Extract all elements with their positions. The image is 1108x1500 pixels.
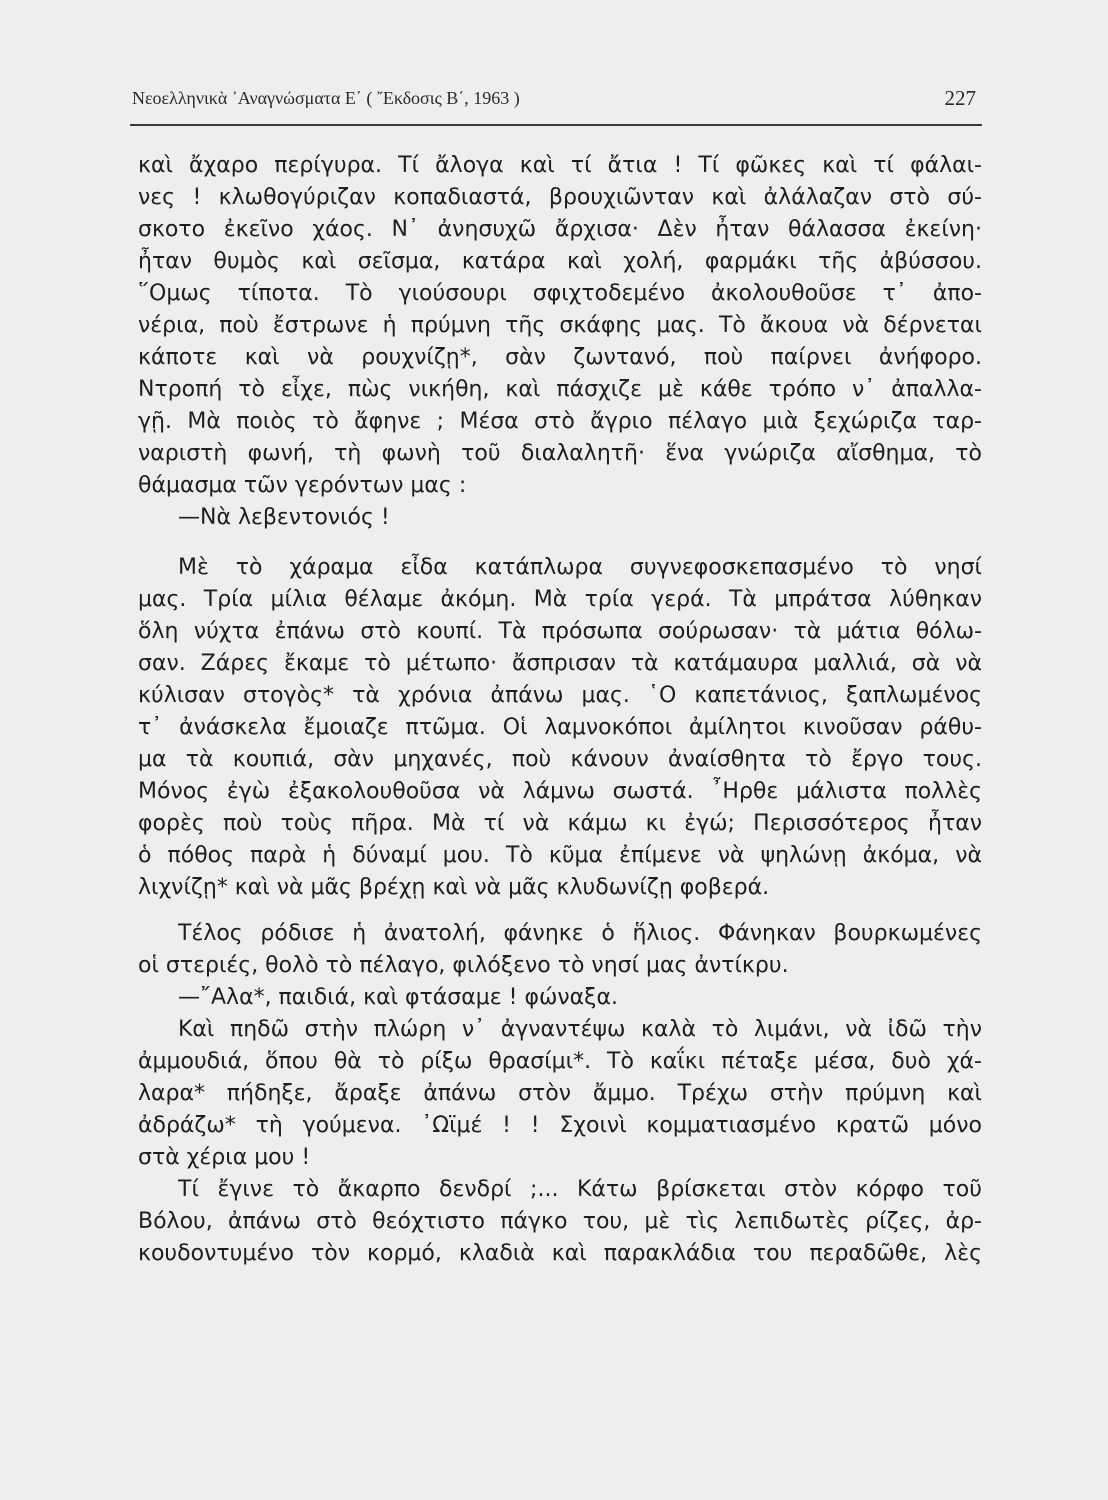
text-line: ὁ πόθος παρὰ ἡ δύναμί μου. Τὸ κῦμα ἐπίμενε νὰ ψηλώνῃ ἀκόμα, νὰ bbox=[138, 843, 982, 868]
text-line: Μόνος ἐγὼ ἐξακολουθοῦσα νὰ λάμνω σωστά. ῏Ηρθε μάλιστα πολλὲς bbox=[138, 779, 982, 804]
running-header bbox=[132, 88, 982, 118]
text-line: φορὲς ποὺ τοὺς πῆρα. Μὰ τί νὰ κάμω κι ἐγώ; Περισσότερος ἦταν bbox=[138, 811, 982, 836]
text-line: ναριστὴ φωνή, τὴ φωνὴ τοῦ διαλαλητῆ· ἕνα γνώριζα αἴσθημα, τὸ bbox=[138, 441, 982, 466]
dialogue-line: —῎Αλα*, παιδιά, καὶ φτάσαμε ! φώναξα. bbox=[178, 985, 618, 1010]
text-line: σκοτο ἐκεῖνο χάος. Ν᾿ ἀνησυχῶ ἄρχισα· Δὲν ἦταν θάλασσα ἐκείνη· bbox=[138, 217, 982, 242]
paragraph-start-line: Τί ἔγινε τὸ ἄκαρπο δενδρί ;... Κάτω βρίσκεται στὸν κόρφο τοῦ bbox=[178, 1177, 982, 1202]
text-line: λαρα* πήδηξε, ἄραξε ἀπάνω στὸν ἄμμο. Τρέχω στὴν πρύμνη καὶ bbox=[138, 1081, 982, 1106]
text-line: μας. Τρία μίλια θέλαμε ἀκόμη. Μὰ τρία γερά. Τὰ μπράτσα λύθηκαν bbox=[138, 587, 982, 612]
text-line: κουδοντυμένο τὸν κορμό, κλαδιὰ καὶ παρακλάδια του περαδῶθε, λὲς bbox=[138, 1241, 982, 1266]
dialogue-line: —Νὰ λεβεντονιός ! bbox=[178, 505, 390, 530]
text-line: στὰ χέρια μου ! bbox=[138, 1145, 311, 1170]
text-line: σαν. Ζάρες ἔκαμε τὸ μέτωπο· ἄσπρισαν τὰ κατάμαυρα μαλλιά, σὰ νὰ bbox=[138, 651, 982, 676]
book-title-header: Νεοελληνικὰ ᾿Αναγνώσματα Ε΄ ( ῎Εκδοσις Β΄, 1963 ) bbox=[132, 88, 520, 108]
text-line: ἀδράζω* τὴ γούμενα. ᾿Ωϊμέ ! ! Σχοινὶ κομματιασμένο κρατῶ μόνο bbox=[138, 1113, 982, 1138]
paragraph-start-line: Τέλος ρόδισε ἡ ἀνατολή, φάνηκε ὁ ἥλιος. Φάνηκαν βουρκωμένες bbox=[178, 921, 982, 946]
paragraph-start-line: Μὲ τὸ χάραμα εἶδα κατάπλωρα συγνεφοσκεπασμένο τὸ νησί bbox=[178, 555, 982, 580]
text-line: κάποτε καὶ νὰ ρουχνίζῃ*, σὰν ζωντανό, ποὺ παίρνει ἀνήφορο. bbox=[138, 345, 982, 370]
text-line: κύλισαν στογὸς* τὰ χρόνια ἀπάνω μας. ῾Ο καπετάνιος, ξαπλωμένος bbox=[138, 683, 982, 708]
text-line: νέρια, ποὺ ἔστρωνε ἡ πρύμνη τῆς σκάφης μας. Τὸ ἄκουα νὰ δέρνεται bbox=[138, 313, 982, 338]
text-line: ἦταν θυμὸς καὶ σεῖσμα, κατάρα καὶ χολή, φαρμάκι τῆς ἀβύσσου. bbox=[138, 249, 982, 274]
text-line: ἀμμουδιά, ὅπου θὰ τὸ ρίξω θρασίμι*. Τὸ καΐκι πέταξε μέσα, δυὸ χά- bbox=[138, 1049, 982, 1074]
text-line: γῇ. Μὰ ποιὸς τὸ ἄφηνε ; Μέσα στὸ ἄγριο πέλαγο μιὰ ξεχώριζα ταρ- bbox=[138, 409, 982, 434]
text-line: Βόλου, ἀπάνω στὸ θεόχτιστο πάγκο του, μὲ τὶς λεπιδωτὲς ρίζες, ἀρ- bbox=[138, 1209, 982, 1234]
text-line: καὶ ἄχαρο περίγυρα. Τί ἄλογα καὶ τί ἄτια ! Τί φῶκες καὶ τί φάλαι- bbox=[138, 153, 982, 178]
paragraph-start-line: Καὶ πηδῶ στὴν πλώρη ν᾿ ἀγναντέψω καλὰ τὸ λιμάνι, νὰ ἰδῶ τὴν bbox=[178, 1017, 982, 1042]
text-line: νες ! κλωθογύριζαν κοπαδιαστά, βρουχιῶνταν καὶ ἀλάλαζαν στὸ σύ- bbox=[138, 185, 982, 210]
text-line: μα τὰ κουπιά, σὰν μηχανές, ποὺ κάνουν ἀναίσθητα τὸ ἔργο τους. bbox=[138, 747, 982, 772]
text-line: οἱ στεριές, θολὸ τὸ πέλαγο, φιλόξενο τὸ νησί μας ἀντίκρυ. bbox=[138, 953, 789, 978]
text-line: ῞Ομως τίποτα. Τὸ γιούσουρι σφιχτοδεμένο ἀκολουθοῦσε τ᾿ ἀπο- bbox=[138, 281, 982, 306]
text-line: λιχνίζῃ* καὶ νὰ μᾶς βρέχῃ καὶ νὰ μᾶς κλυδωνίζῃ φοβερά. bbox=[138, 875, 770, 900]
body-text bbox=[138, 150, 982, 1270]
text-line: τ᾿ ἀνάσκελα ἔμοιαζε πτῶμα. Οἱ λαμνοκόποι ἀμίλητοι κινοῦσαν ράθυ- bbox=[138, 715, 982, 740]
header-rule bbox=[130, 124, 982, 126]
text-line: ὅλη νύχτα ἐπάνω στὸ κουπί. Τὰ πρόσωπα σούρωσαν· τὰ μάτια θόλω- bbox=[138, 619, 982, 644]
text-line: Ντροπή τὸ εἶχε, πὼς νικήθη, καὶ πάσχιζε μὲ κάθε τρόπο ν᾿ ἀπαλλα- bbox=[138, 377, 982, 402]
text-line: θάμασμα τῶν γερόντων μας : bbox=[138, 473, 467, 498]
page-number: 227 bbox=[944, 86, 976, 110]
